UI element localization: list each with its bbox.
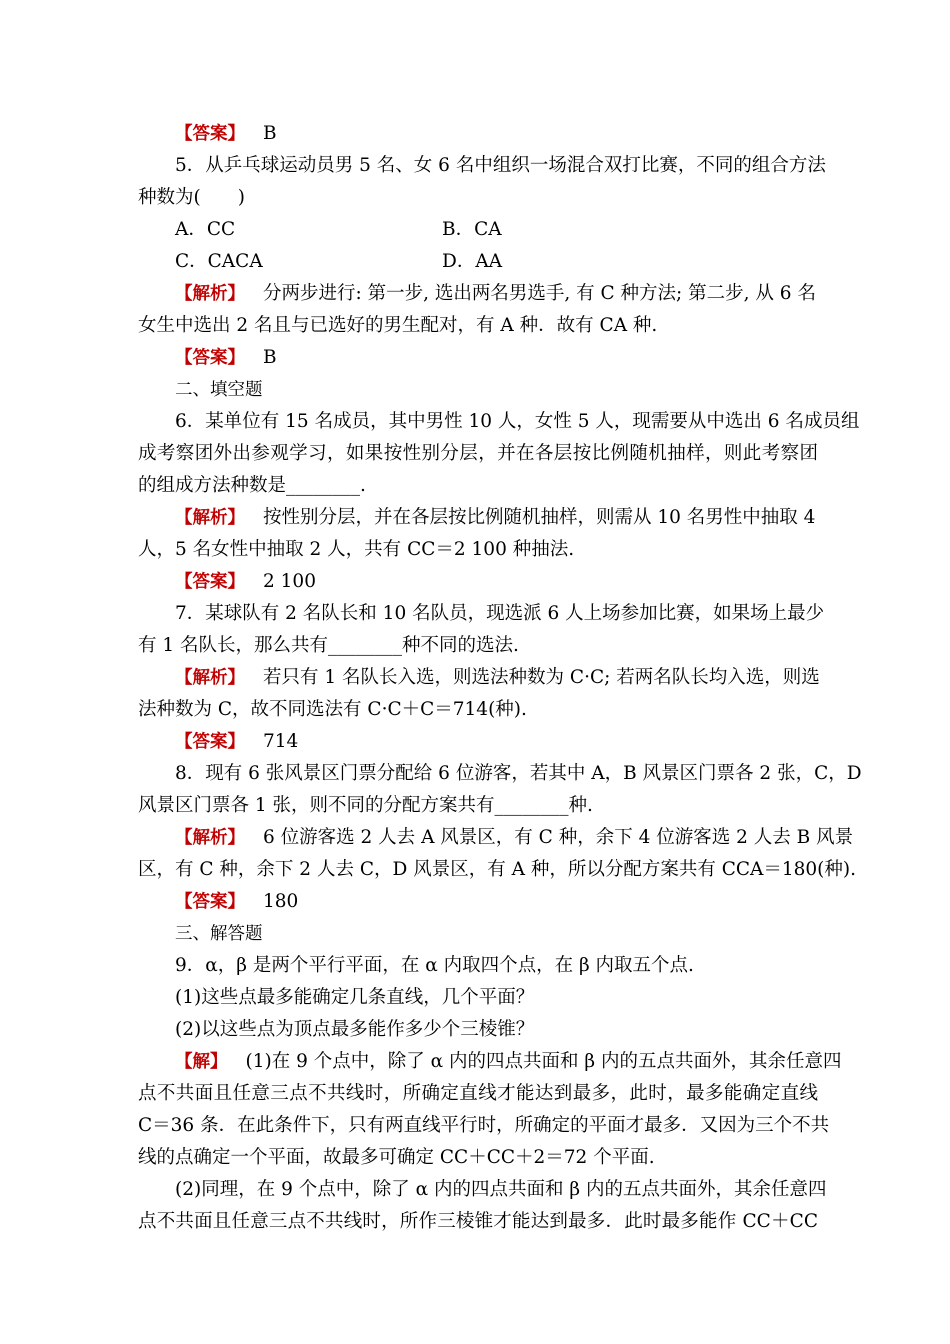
q7-solution-1: [175, 666, 818, 690]
solution-tag: 【解】: [175, 1052, 228, 1072]
q7-stem-1: 7．某球队有 2 名队长和 10 名队员，现选派 6 人上场参加比赛，如果场上最少: [175, 603, 825, 624]
q6-answer-text: 2 100: [263, 571, 316, 592]
solution-tag: 【解析】: [175, 668, 245, 688]
q5-answer-text: B: [263, 347, 277, 368]
q6-solution-2: 人，5 名女性中抽取 2 人，共有 CC＝2 100 种抽法.: [138, 539, 575, 560]
q9-stem-1: 9．α，β 是两个平行平面，在 α 内取四个点，在 β 内取五个点.: [175, 955, 694, 976]
q5-options-row-2: [175, 250, 818, 274]
q5-answer: [175, 346, 855, 370]
q9-solution-1: [175, 1050, 842, 1074]
section-heading-solve: 三、解答题: [175, 924, 263, 944]
q9-solution-text-1: (1)在 9 个点中，除了 α 内的四点共面和 β 内的五点共面外，其余任意四: [245, 1051, 842, 1072]
q6-answer: [175, 570, 855, 594]
answer-text: B: [263, 123, 277, 144]
q8-answer: [175, 890, 855, 914]
q9-solution-4: 线的点确定一个平面，故最多可确定 CC＋CC＋2＝72 个平面.: [138, 1147, 655, 1168]
q8-solution-text-1: 6 位游客选 2 人去 A 风景区，有 C 种，余下 4 位游客选 2 人去 B 风景: [263, 827, 854, 848]
q8-solution-2: 区，有 C 种，余下 2 人去 C，D 风景区，有 A 种，所以分配方案共有 CCA＝180(种).: [138, 859, 856, 880]
q5-solution-1: [175, 282, 818, 306]
q6-stem-2: 成考察团外出参观学习，如果按性别分层，并在各层按比例随机抽样，则此考察团: [138, 443, 818, 464]
solution-tag: 【解析】: [175, 828, 245, 848]
q8-solution-1: [175, 826, 854, 850]
answer-tag: 【答案】: [175, 732, 245, 752]
answer-tag: 【答案】: [175, 572, 245, 592]
answer-line: [175, 122, 855, 146]
answer-tag: 【答案】: [175, 124, 245, 144]
q8-answer-text: 180: [263, 891, 299, 912]
q6-solution-1: [175, 506, 818, 530]
q5-option-d: D．AA: [442, 251, 503, 272]
q7-answer: [175, 730, 855, 754]
q7-stem-2: 有 1 名队长，那么共有________种不同的选法.: [138, 635, 519, 656]
q8-stem-1: 8．现有 6 张风景区门票分配给 6 位游客，若其中 A，B 风景区门票各 2 张，C，D: [175, 763, 862, 784]
q5-solution-text-1: 分两步进行: 第一步, 选出两名男选手, 有 C 种方法; 第二步, 从 6 名: [263, 283, 816, 304]
q7-solution-2: 法种数为 C，故不同选法有 C·C＋C＝714(种).: [138, 699, 527, 720]
q9-solution-6: 点不共面且任意三点不共线时，所作三棱锥才能达到最多．此时最多能作 CC＋CC: [138, 1211, 818, 1232]
solution-tag: 【解析】: [175, 284, 245, 304]
q6-stem-3: 的组成方法种数是________.: [138, 475, 366, 496]
q6-solution-text-1: 按性别分层，并在各层按比例随机抽样，则需从 10 名男性中抽取 4: [263, 507, 816, 528]
q5-stem-1: 5．从乒乓球运动员男 5 名、女 6 名中组织一场混合双打比赛，不同的组合方法: [175, 155, 826, 176]
answer-tag: 【答案】: [175, 348, 245, 368]
q9-stem-3: (2)以这些点为顶点最多能作多少个三棱锥？: [175, 1019, 535, 1040]
q9-solution-2: 点不共面且任意三点不共线时，所确定直线才能达到最多，此时，最多能确定直线: [138, 1083, 818, 1104]
q5-stem-2: 种数为( ): [138, 187, 245, 208]
q5-option-c: C．CACA: [175, 251, 263, 272]
q9-solution-3: C＝36 条．在此条件下，只有两直线平行时，所确定的平面才最多．又因为三个不共: [138, 1115, 830, 1136]
q5-option-a: A．CC: [175, 219, 236, 240]
q8-stem-2: 风景区门票各 1 张，则不同的分配方案共有________种.: [138, 795, 593, 816]
answer-tag: 【答案】: [175, 892, 245, 912]
q9-solution-5: (2)同理，在 9 个点中，除了 α 内的四点共面和 β 内的五点共面外，其余任意四: [175, 1179, 827, 1200]
q9-stem-2: (1)这些点最多能确定几条直线，几个平面？: [175, 987, 535, 1008]
q6-stem-1: 6．某单位有 15 名成员，其中男性 10 人，女性 5 人，现需要从中选出 6 名成员组: [175, 411, 860, 432]
q5-solution-2: 女生中选出 2 名且与已选好的男生配对，有 A 种．故有 CA 种.: [138, 315, 658, 336]
section-heading-fill-blank: 二、填空题: [175, 380, 263, 400]
q5-option-b: B．CA: [442, 219, 502, 240]
q5-options-row-1: [175, 218, 818, 242]
solution-tag: 【解析】: [175, 508, 245, 528]
q7-solution-text-1: 若只有 1 名队长入选，则选法种数为 C·C; 若两名队长均入选，则选: [263, 667, 820, 688]
q7-answer-text: 714: [263, 731, 299, 752]
